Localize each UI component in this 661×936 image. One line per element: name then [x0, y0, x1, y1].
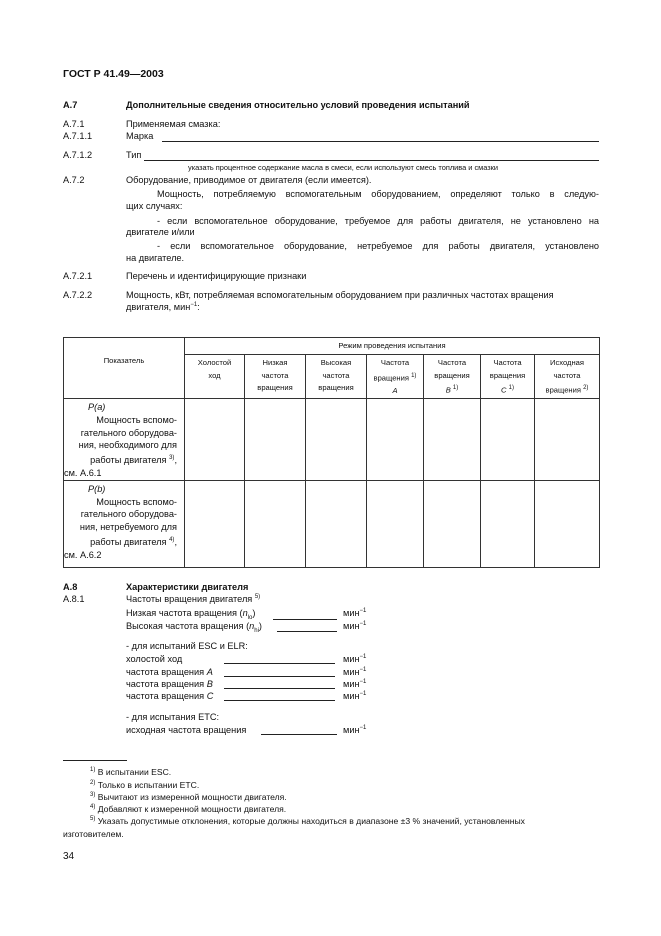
paragraph-line: Мощность, потребляемую вспомогательным оборудованием, определяют только в следую-: [157, 189, 599, 199]
row-label-pa: P(a) Мощность вспомо- гательного оборудова- ния, необходимого для работы двигателя $^{3)}$, см. А.6.1: [64, 399, 185, 481]
item-text: Применяемая смазка:: [126, 119, 221, 129]
table-cell: [245, 399, 306, 481]
table-cell: [367, 480, 424, 567]
paragraph-line: - если вспомогательное оборудование, нетребуемое для работы двигателя, установлено: [157, 241, 599, 251]
item-text: Тип: [126, 150, 142, 160]
footnote-continuation: изготовителем.: [63, 829, 124, 839]
table-cell: [424, 399, 481, 481]
item-text: Марка: [126, 131, 154, 141]
section-number: А.8: [63, 582, 78, 592]
table-cell: [185, 399, 245, 481]
field-note: указать процентное содержание масла в смеси, если используют смесь топлива и смазки: [188, 163, 499, 172]
unit-label: мин$^{-1}$: [343, 691, 367, 702]
table-cell: [245, 480, 306, 567]
fill-line: [277, 631, 337, 632]
fill-line: [162, 141, 599, 142]
item-number: А.7.1: [63, 119, 85, 129]
footnote: $^{5)}$ Указать допустимые отклонения, которые должны находиться в диапазоне ±3 % значений, установленных: [90, 816, 525, 826]
header-idle: Холостой ход: [185, 355, 245, 399]
speed-b-label: частота вращения B: [126, 679, 213, 689]
table-cell: [424, 480, 481, 567]
section-title: Дополнительные сведения относительно условий проведения испытаний: [126, 100, 470, 110]
footnote: $^{2)}$ Только в испытании ETC.: [90, 780, 200, 790]
footnote: $^{3)}$ Вычитают из измеренной мощности двигателя.: [90, 792, 287, 802]
header-test-mode: Режим проведения испытания: [185, 338, 600, 355]
item-number: А.7.2: [63, 175, 85, 185]
document-code: ГОСТ Р 41.49—2003: [63, 68, 164, 80]
footnote-separator: [63, 760, 127, 761]
header-speed-b: Частота вращения B $^{1)}$: [424, 355, 481, 399]
item-text: Перечень и идентифицирующие признаки: [126, 271, 307, 281]
page-number: 34: [63, 851, 75, 862]
item-number: А.7.1.2: [63, 150, 93, 160]
fill-line: [224, 688, 335, 689]
table-cell: [306, 480, 367, 567]
item-number: А.7.2.1: [63, 271, 93, 281]
item-text: двигателя, мин$^{-1}$:: [126, 302, 200, 313]
table-cell: [367, 399, 424, 481]
item-text: Частоты вращения двигателя $^{5)}$: [126, 594, 261, 605]
idle-label: холостой ход: [126, 654, 183, 664]
low-speed-label: Низкая частота вращения $(n_{lo})$: [126, 608, 256, 621]
table-cell: [535, 399, 600, 481]
subsection-title: - для испытаний ESC и ELR:: [126, 641, 248, 651]
item-number: А.7.2.2: [63, 290, 93, 300]
speed-a-label: частота вращения A: [126, 667, 213, 677]
table-cell: [185, 480, 245, 567]
unit-label: мин$^{-1}$: [343, 679, 367, 690]
item-number: А.8.1: [63, 594, 85, 604]
table-cell: [535, 480, 600, 567]
footnote: $^{1)}$ В испытании ESC.: [90, 767, 172, 777]
section-number: А.7: [63, 100, 78, 110]
paragraph-line: щих случаях:: [126, 201, 183, 211]
fill-line: [224, 676, 335, 677]
table-cell: [481, 399, 535, 481]
unit-label: мин$^{-1}$: [343, 667, 367, 678]
paragraph-line: - если вспомогательное оборудование, требуемое для работы двигателя, не установлено на: [157, 216, 599, 226]
aux-power-table: [63, 337, 600, 568]
fill-line: [224, 700, 335, 701]
header-reference-speed: Исходная частота вращения $^{2)}$: [535, 355, 600, 399]
fill-line: [273, 619, 337, 620]
reference-speed-label: исходная частота вращения: [126, 725, 247, 735]
header-speed-c: Частота вращения C $^{1)}$: [481, 355, 535, 399]
row-label-pb: P(b) Мощность вспомо- гательного оборудова- ния, нетребуемого для работы двигателя $^{4)}$, см. А.6.2: [64, 480, 185, 567]
item-number: А.7.1.1: [63, 131, 93, 141]
unit-label: мин$^{-1}$: [343, 725, 367, 736]
section-title: Характеристики двигателя: [126, 582, 249, 592]
table-cell: [481, 480, 535, 567]
subsection-title: - для испытания ETC:: [126, 712, 220, 722]
paragraph-line: на двигателе.: [126, 253, 185, 263]
footnote: $^{4)}$ Добавляют к измеренной мощности двигателя.: [90, 804, 287, 814]
fill-line: [224, 663, 335, 664]
header-low-speed: Низкая частота вращения: [245, 355, 306, 399]
table-cell: [306, 399, 367, 481]
header-speed-a: Частота вращения $^{1)}$ A: [367, 355, 424, 399]
item-text: Оборудование, приводимое от двигателя (если имеется).: [126, 175, 372, 185]
header-indicator: Показатель: [64, 338, 185, 399]
unit-label: мин$^{-1}$: [343, 608, 367, 619]
unit-label: мин$^{-1}$: [343, 621, 367, 632]
high-speed-label: Высокая частота вращения $(n_{hi})$: [126, 621, 262, 634]
speed-c-label: частота вращения C: [126, 691, 214, 701]
unit-label: мин$^{-1}$: [343, 654, 367, 665]
header-high-speed: Высокая частота вращения: [306, 355, 367, 399]
fill-line: [261, 734, 337, 735]
item-text: Мощность, кВт, потребляемая вспомогательным оборудованием при различных частотах вращения: [126, 290, 554, 300]
fill-line: [144, 160, 599, 161]
paragraph-line: двигателе и/или: [126, 227, 195, 237]
